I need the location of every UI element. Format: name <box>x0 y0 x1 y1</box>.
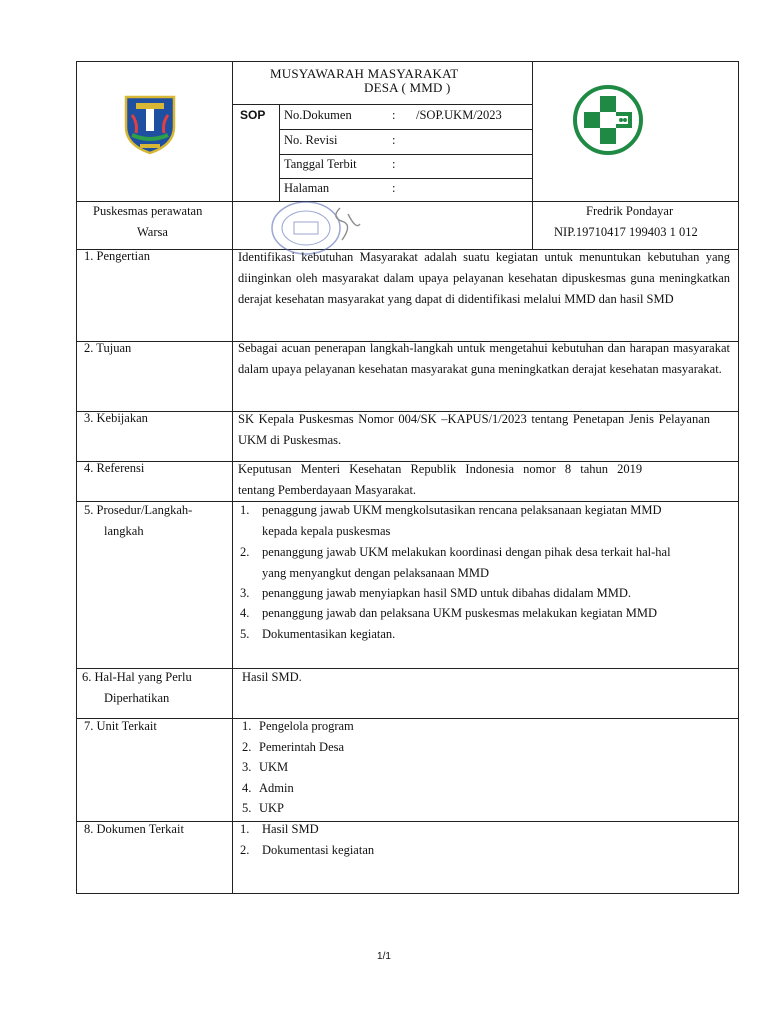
list-number: 3. <box>240 586 250 600</box>
prosedur-step-3 <box>240 583 730 604</box>
list-item <box>242 737 542 758</box>
field-label-tanggal-terbit: Tanggal Terbit <box>284 157 357 171</box>
prosedur-step-4 <box>240 603 730 624</box>
signer-nip: NIP.19710417 199403 1 012 <box>554 225 698 239</box>
document-title-line1: MUSYAWARAH MASYARAKAT <box>270 66 459 81</box>
field-sep-no-revisi: : <box>392 133 396 147</box>
section-label-unit-terkait: 7. Unit Terkait <box>84 719 157 733</box>
field-sep-no-dokumen: : <box>392 108 396 122</box>
field-label-no-revisi: No. Revisi <box>284 133 338 147</box>
list-text: penanggung jawab dan pelaksana UKM puskesmas melakukan kegiatan MMD <box>262 606 658 620</box>
field-sep-halaman: : <box>392 181 396 195</box>
field-label-no-dokumen: No.Dokumen <box>284 108 352 122</box>
list-item <box>240 840 540 861</box>
list-number: 4. <box>242 781 252 795</box>
list-item <box>242 798 542 819</box>
list-number: 3. <box>242 760 252 774</box>
document-title-line2: DESA ( MMD ) <box>364 80 451 95</box>
list-number: 1. <box>242 719 252 733</box>
list-text: Hasil SMD <box>262 822 319 836</box>
list-text-cont: yang menyangkut dengan pelaksanaan MMD <box>262 566 490 580</box>
list-text: penanggung jawab UKM melakukan koordinasi dengan pihak desa terkait hal-hal <box>262 545 671 559</box>
org-name-line1: Puskesmas perawatan <box>93 204 203 218</box>
page-number: 1/1 <box>377 951 391 962</box>
list-text: Dokumentasikan kegiatan. <box>262 627 396 641</box>
list-item <box>242 716 542 737</box>
list-number: 2. <box>240 843 250 857</box>
section-text-tujuan: Sebagai acuan penerapan langkah-langkah untuk mengetahui kebutuhan dan harapan masyarakat dalam upaya pelayanan kesehatan masyarakat guna meningkatkan derajat kesehatan masyarakat. <box>238 341 730 376</box>
section-text-referensi-line1: Keputusan Menteri Kesehatan Republik Indonesia nomor 8 tahun 2019 <box>238 462 643 476</box>
list-text-cont: kepada kepala puskesmas <box>262 524 391 538</box>
section-label-kebijakan: 3. Kebijakan <box>84 411 148 425</box>
section-text-pengertian: Identifikasi kebutuhan Masyarakat adalah suatu kegiatan untuk menuntukan kebutuhan yang diinginkan oleh masyarakat dalam upaya pelayanan kesehatan dipuskesmas guna meningkatkan derajat kesehatan masyarakat yang dapat di didentifikasi melalui MMD dan hasil SMD <box>238 250 730 306</box>
org-name-line2: Warsa <box>137 225 168 239</box>
section-label-referensi: 4. Referensi <box>84 461 145 475</box>
prosedur-step-1 <box>240 500 730 542</box>
regional-crest-logo <box>122 93 178 155</box>
list-text: Dokumentasi kegiatan <box>262 843 375 857</box>
list-text: Pengelola program <box>259 719 354 733</box>
list-text: Pemerintah Desa <box>259 740 345 754</box>
section-text-referensi-line2: tentang Pemberdayaan Masyarakat. <box>238 483 417 497</box>
list-number: 1. <box>240 822 250 836</box>
list-number: 1. <box>240 503 250 517</box>
field-sep-tanggal-terbit: : <box>392 157 396 171</box>
section-label-hal-hal-line1: 6. Hal-Hal yang Perlu <box>82 670 192 684</box>
list-number: 4. <box>240 606 250 620</box>
list-item <box>242 757 542 778</box>
list-item <box>240 819 540 840</box>
list-number: 5. <box>242 801 252 815</box>
section-label-tujuan: 2. Tujuan <box>84 341 132 355</box>
list-text: penanggung jawab menyiapkan hasil SMD untuk dibahas didalam MMD. <box>262 586 632 600</box>
field-label-halaman: Halaman <box>284 181 330 195</box>
section-text-kebijakan: SK Kepala Puskesmas Nomor 004/SK –KAPUS/1/2023 tentang Penetapan Jenis Pelayanan UKM di Puskesmas. <box>238 412 710 447</box>
section-label-pengertian: 1. Pengertian <box>84 249 150 263</box>
list-text: UKM <box>259 760 289 774</box>
sop-label: SOP <box>240 108 266 122</box>
list-number: 5. <box>240 627 250 641</box>
signer-name: Fredrik Pondayar <box>586 204 674 218</box>
list-text: Admin <box>259 781 294 795</box>
section-text-hal-hal: Hasil SMD. <box>242 670 302 684</box>
list-text: penaggung jawab UKM mengkolsutasikan rencana pelaksanaan kegiatan MMD <box>262 503 662 517</box>
list-item <box>242 778 542 799</box>
list-number: 2. <box>240 545 250 559</box>
section-label-prosedur-line1: 5. Prosedur/Langkah- <box>84 503 193 517</box>
field-value-no-dokumen: /SOP.UKM/2023 <box>416 108 502 122</box>
list-text: UKP <box>259 801 285 815</box>
section-label-dokumen-terkait: 8. Dokumen Terkait <box>84 822 184 836</box>
prosedur-step-2 <box>240 542 730 584</box>
list-number: 2. <box>242 740 252 754</box>
puskesmas-logo <box>572 84 644 156</box>
section-label-hal-hal-line2: Diperhatikan <box>104 691 170 705</box>
prosedur-step-5 <box>240 624 730 645</box>
section-label-prosedur-line2: langkah <box>104 524 144 538</box>
